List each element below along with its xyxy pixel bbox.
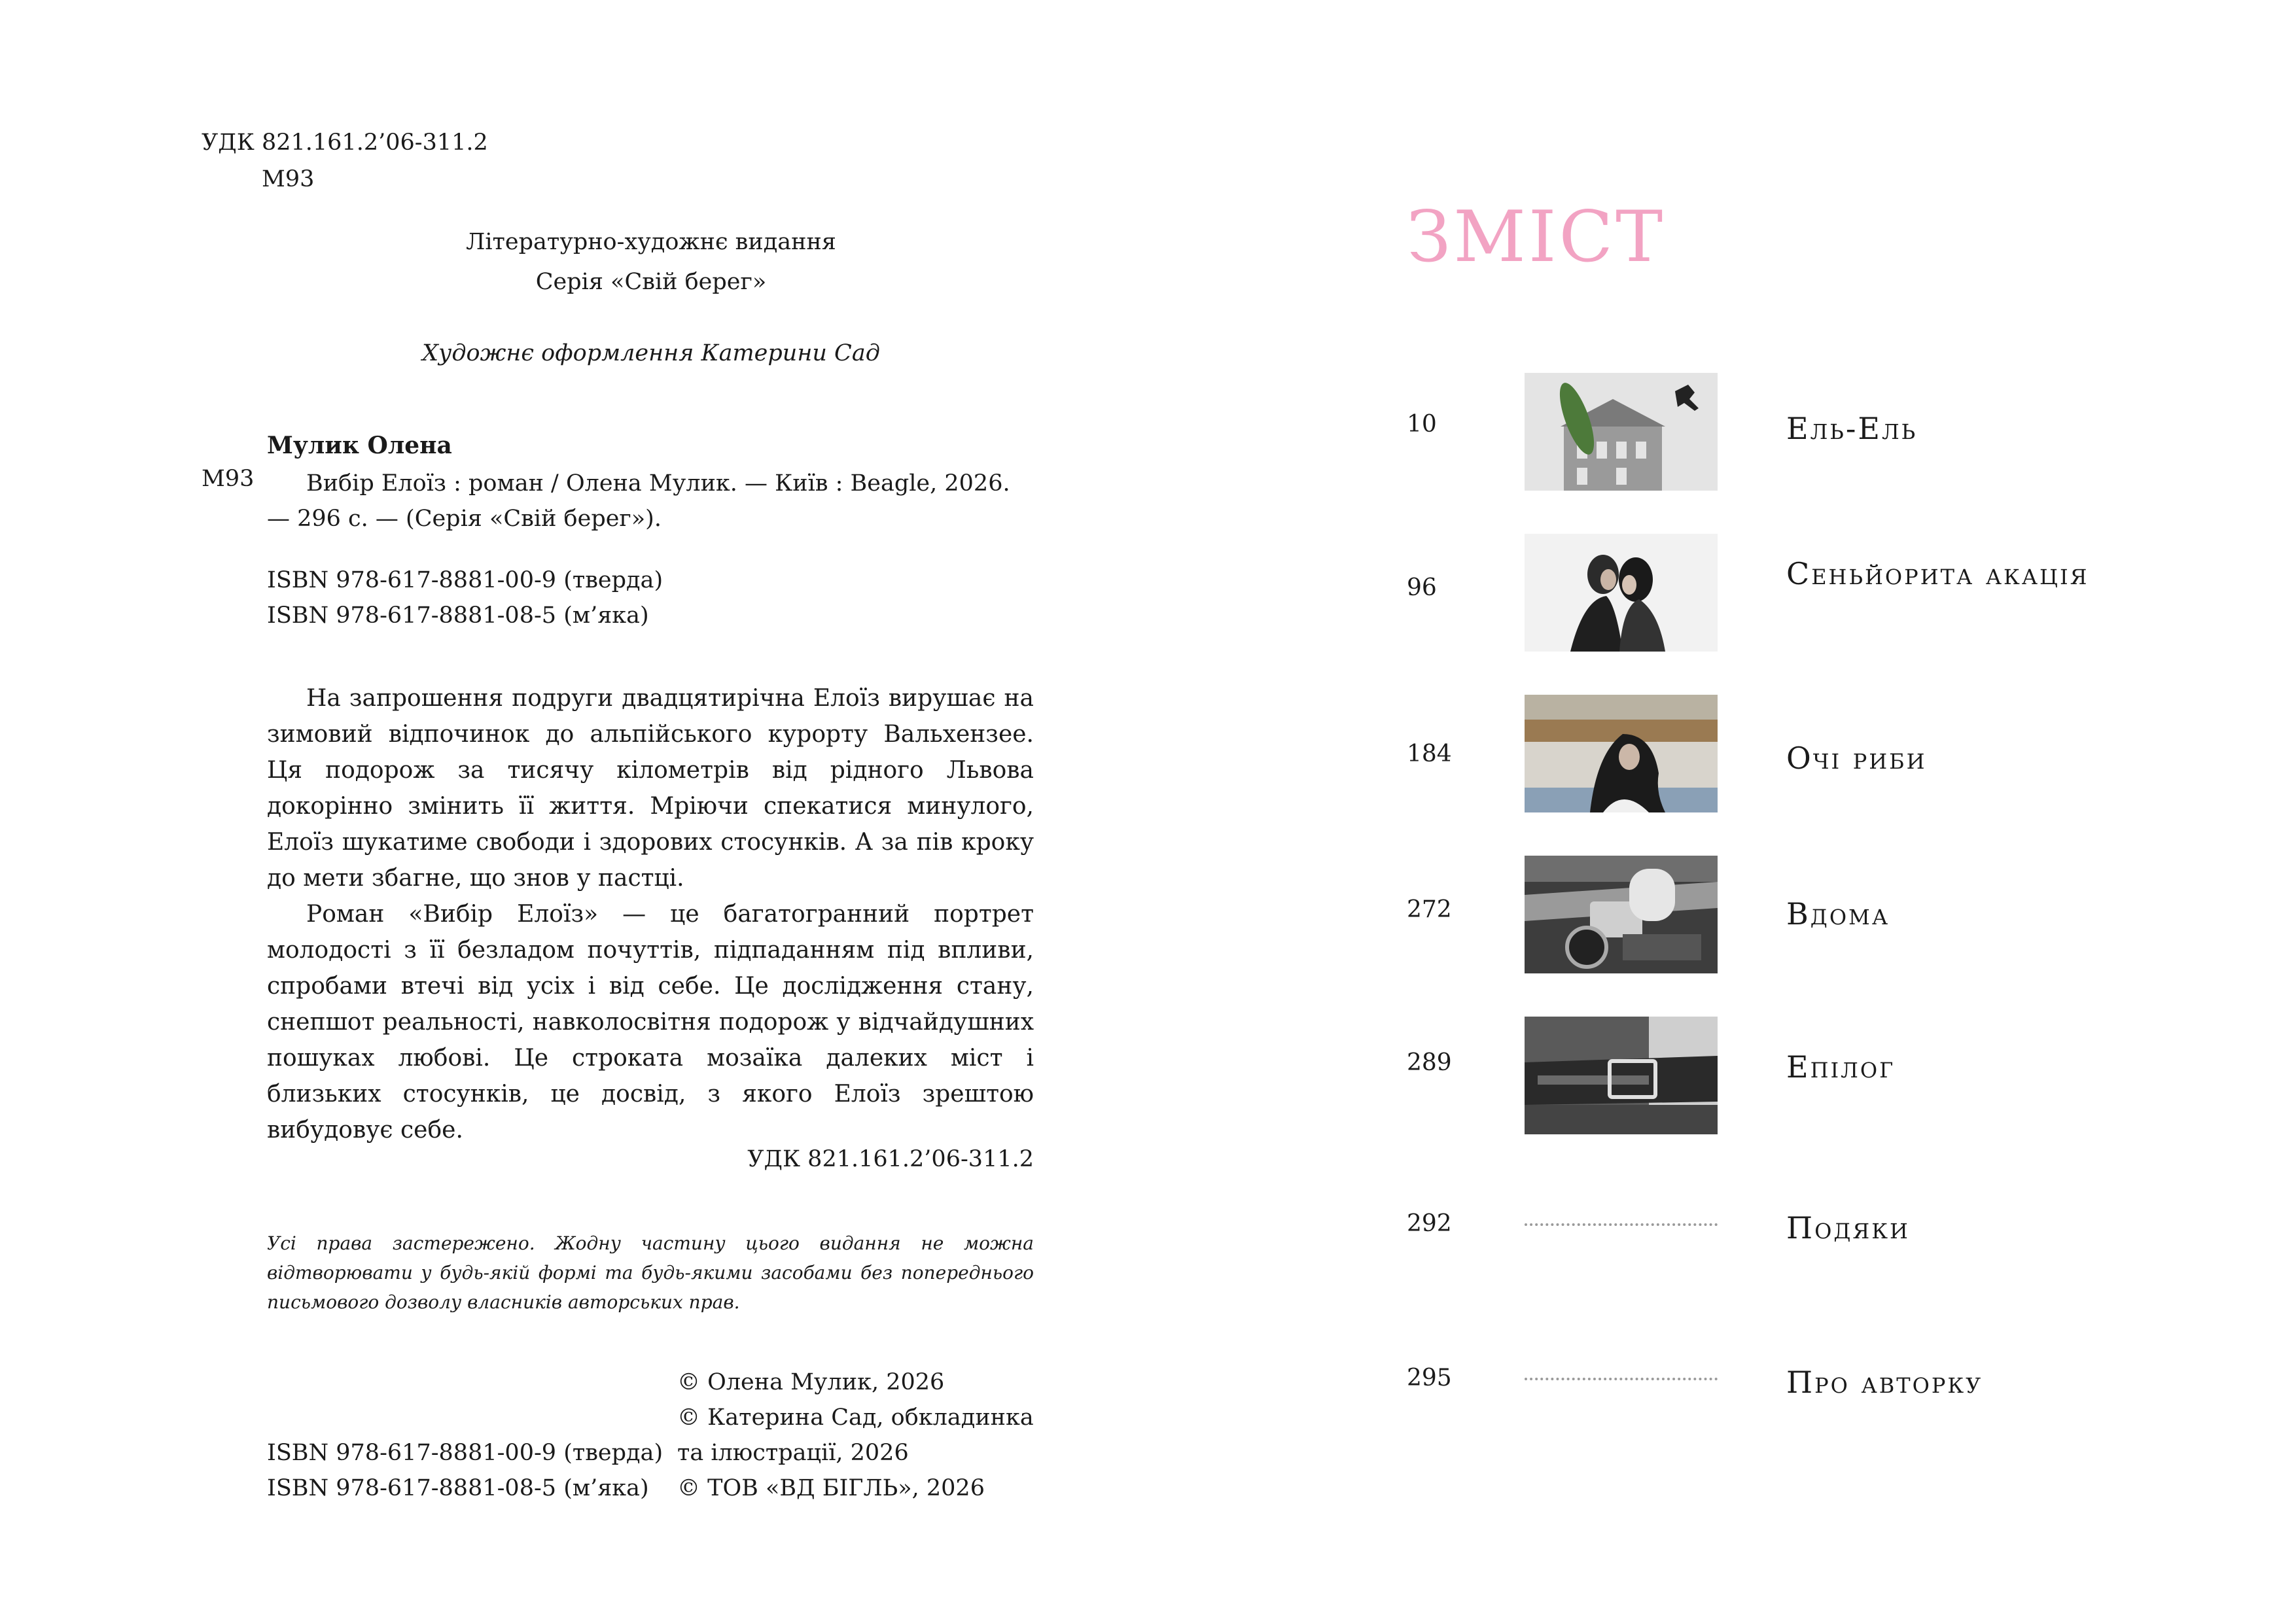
dotted-leader bbox=[1525, 1378, 1718, 1380]
copyright-author: © Олена Мулик, 2026 bbox=[677, 1369, 945, 1395]
isbn-hardcover: ISBN 978-617-8881-00-9 (тверда) bbox=[267, 1440, 663, 1466]
udk-footer-code: УДК 821.161.2’06-311.2 bbox=[747, 1146, 1034, 1172]
design-credit: Художнє оформлення Катерини Сад bbox=[422, 340, 880, 366]
bibliographic-entry: Вибір Елоїз : роман / Олена Мулик. — Київ : Beagle, 2026. — 296 с. — (Серія «Свій берег»). bbox=[267, 470, 1010, 532]
toc-page-number: 292 bbox=[1407, 1210, 1452, 1237]
genre-line: Літературно-художнє видання bbox=[466, 229, 836, 255]
isbn-hardcover: ISBN 978-617-8881-00-9 (тверда) bbox=[267, 567, 663, 593]
copyright-illustrator: © Катерина Сад, обкладинка та ілюстрації, 2026 bbox=[677, 1405, 1034, 1466]
catalog-code: М93 bbox=[202, 466, 255, 492]
toc-item[interactable] bbox=[1407, 373, 2192, 491]
dotted-leader bbox=[1525, 1223, 1718, 1226]
toc-page-number: 272 bbox=[1407, 896, 1452, 923]
udk-header bbox=[202, 124, 488, 198]
toc-title: ЗМІСТ bbox=[1407, 196, 1666, 278]
isbn-footer bbox=[267, 1435, 663, 1506]
toc-chapter-title: Подяки bbox=[1786, 1210, 1910, 1246]
toc-page-number: 295 bbox=[1407, 1365, 1452, 1391]
toc-item[interactable] bbox=[1407, 534, 2192, 652]
thumb-chrome-yellow-image bbox=[1525, 695, 1718, 812]
isbn-block bbox=[267, 563, 663, 633]
toc-chapter-title: Про авторку bbox=[1786, 1365, 1983, 1400]
author-name: Мулик Олена bbox=[267, 432, 452, 459]
series-line: Серія «Свій берег» bbox=[535, 269, 767, 295]
toc-item[interactable] bbox=[1407, 1332, 2192, 1450]
book-abstract bbox=[267, 680, 1034, 1148]
toc-page-number: 289 bbox=[1407, 1049, 1452, 1076]
abstract-paragraph: Роман «Вибір Елоїз» — це багатогранний портрет молодості з її безладом почуттів, підпаданням під впливи, спробами втечі від усіх і від себе. Це дослідження стану, снепшот реальності, навколосвітня подорож у відчайдушних пошуках любові. Це строката мозаїка далеких міст і близьких стосунків, це досвід, з якого Елоїз зрештою вибудовує себе. bbox=[267, 901, 1034, 1143]
thumb-house-leaf-image bbox=[1525, 373, 1718, 491]
toc-item[interactable] bbox=[1407, 1178, 2192, 1295]
copyright-publisher: © ТОВ «ВД БІГЛЬ», 2026 bbox=[677, 1475, 985, 1501]
isbn-paperback: ISBN 978-617-8881-08-5 (м’яка) bbox=[267, 602, 649, 629]
toc-page-number: 184 bbox=[1407, 741, 1452, 767]
toc-item[interactable] bbox=[1407, 1017, 2192, 1134]
thumb-belt-buckle-image bbox=[1525, 1017, 1718, 1134]
author-sign-code: М93 bbox=[262, 166, 315, 192]
abstract-paragraph: На запрошення подруги двадцятирічна Елоїз вирушає на зимовий відпочинок до альпійського курорту Вальхензее. Ця подорож за тисячу кілометрів від рідного Львова докорінно змінить її життя. Мріючи спекатися минулого, Елоїз шукатиме свободи і здорових стосунків. А за пів кроку до мети збагне, що знов у пастці. bbox=[267, 685, 1034, 892]
toc-chapter-title: Сеньйорита акація bbox=[1786, 556, 2089, 591]
copyright-block bbox=[677, 1365, 1044, 1506]
toc-item[interactable] bbox=[1407, 856, 2192, 973]
toc-page-number: 10 bbox=[1407, 411, 1437, 438]
isbn-paperback: ISBN 978-617-8881-08-5 (м’яка) bbox=[267, 1475, 649, 1501]
toc-chapter-title: Ель-Ель bbox=[1786, 411, 1918, 446]
thumb-hand-camera-image bbox=[1525, 856, 1718, 973]
toc-chapter-title: Очі риби bbox=[1786, 741, 1927, 776]
toc-chapter-title: Вдома bbox=[1786, 896, 1890, 932]
udk-code: УДК 821.161.2’06-311.2 bbox=[202, 130, 488, 156]
toc-item[interactable] bbox=[1407, 695, 2192, 812]
edition-info bbox=[268, 222, 1034, 302]
toc-chapter-title: Епілог bbox=[1786, 1049, 1896, 1085]
toc-page-number: 96 bbox=[1407, 574, 1437, 601]
thumb-kissing-couple-image bbox=[1525, 534, 1718, 652]
rights-notice: Усі права застережено. Жодну частину цього видання не можна відтворювати у будь-якій формі та будь-якими засобами без попереднього письмового дозволу власників авторських прав. bbox=[267, 1232, 1034, 1313]
